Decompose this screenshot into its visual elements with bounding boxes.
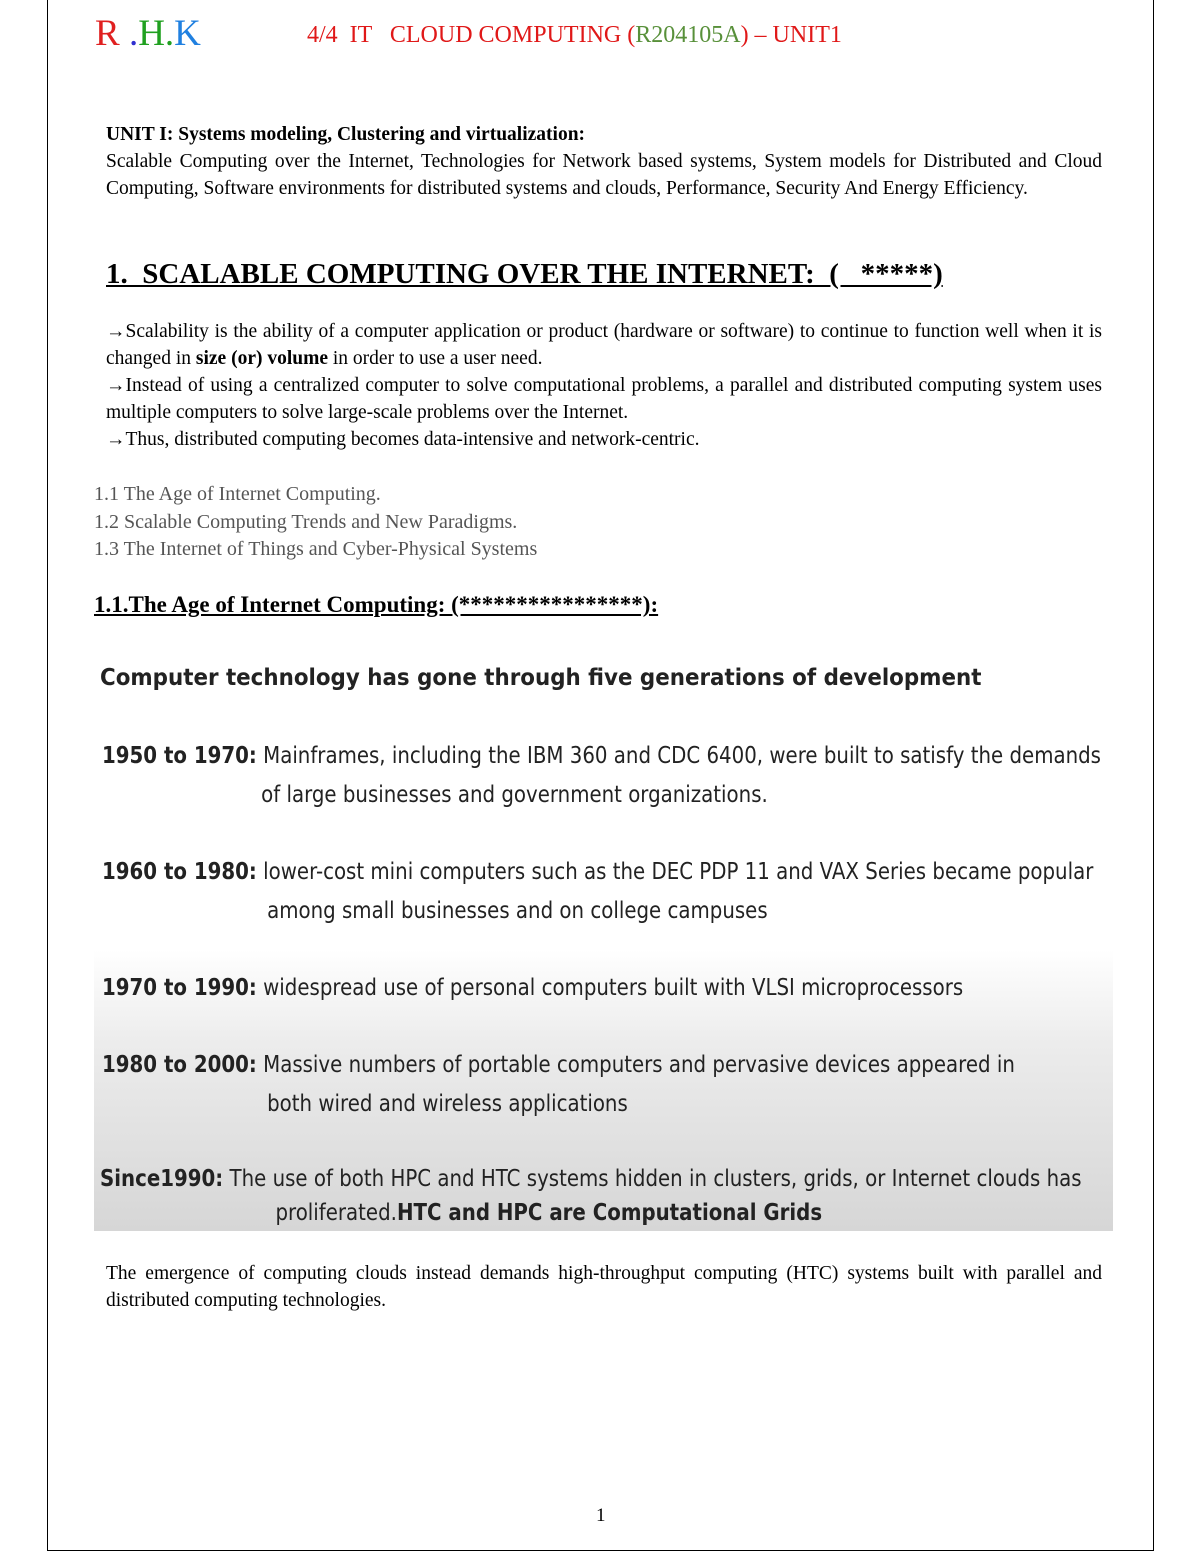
- subsection-heading: 1.1.The Age of Internet Computing: (****************):: [94, 592, 659, 617]
- subtopic-list: [94, 481, 537, 564]
- unit-heading: UNIT I: Systems modeling, Clustering and virtualization:: [106, 124, 586, 145]
- list-item: 1.2 Scalable Computing Trends and New Paradigms.: [94, 510, 518, 533]
- header-title: 4/4 IT CLOUD COMPUTING (R204105A) – UNIT1: [307, 22, 842, 48]
- course-code: R204105A: [635, 22, 741, 48]
- generations-slide-image: [94, 645, 1113, 1231]
- unit-description: Scalable Computing over the Internet, Technologies for Network based systems, System models for Distributed and Cloud Computing, Software environments for distributed systems and clouds, Performance, Security And Energy Efficiency.: [106, 151, 1102, 199]
- list-item: 1.3 The Internet of Things and Cyber-Physical Systems: [94, 538, 538, 560]
- rhk-logo: R .H.K: [95, 13, 201, 54]
- generation-item: Since1990: The use of both HPC and HTC systems hidden in clusters, grids, or Internet clouds has proliferated.HTC and HPC are Computational Grids: [100, 1166, 1082, 1226]
- page-number: 1: [596, 1505, 606, 1526]
- section-body: [106, 318, 1102, 453]
- paragraph-distributed: →Instead of using a centralized computer to solve computational problems, a parallel and distributed computing system uses multiple computers to solve large-scale problems over the Internet.: [106, 375, 1102, 423]
- slide-title: Computer technology has gone through five generations of development: [100, 665, 982, 691]
- closing-paragraph: The emergence of computing clouds instead demands high-throughput computing (HTC) systems built with parallel and distributed computing technologies.: [106, 1263, 1102, 1311]
- paragraph-scalability: →Scalability is the ability of a computer application or product (hardware or software) to continue to function well when it is changed in size (or) volume in order to use a user need.: [106, 321, 1102, 369]
- section-heading: 1. SCALABLE COMPUTING OVER THE INTERNET: ( *****): [106, 258, 943, 290]
- generation-item: 1970 to 1990: widespread use of personal computers built with VLSI microprocessors: [102, 975, 964, 1001]
- unit-block: [106, 121, 1102, 202]
- list-item: 1.1 The Age of Internet Computing.: [94, 483, 381, 505]
- generation-item: 1960 to 1980: lower-cost mini computers such as the DEC PDP 11 and VAX Series became popular among small businesses and on college campuses: [102, 859, 1094, 924]
- paragraph-network-centric: →Thus, distributed computing becomes data-intensive and network-centric.: [106, 429, 700, 450]
- generation-item: 1980 to 2000: Massive numbers of portable computers and pervasive devices appeared in both wired and wireless applications: [102, 1052, 1015, 1117]
- generation-item: 1950 to 1970: Mainframes, including the IBM 360 and CDC 6400, were built to satisfy the demands of large businesses and government organizations.: [102, 743, 1101, 808]
- page-header: [95, 12, 1095, 56]
